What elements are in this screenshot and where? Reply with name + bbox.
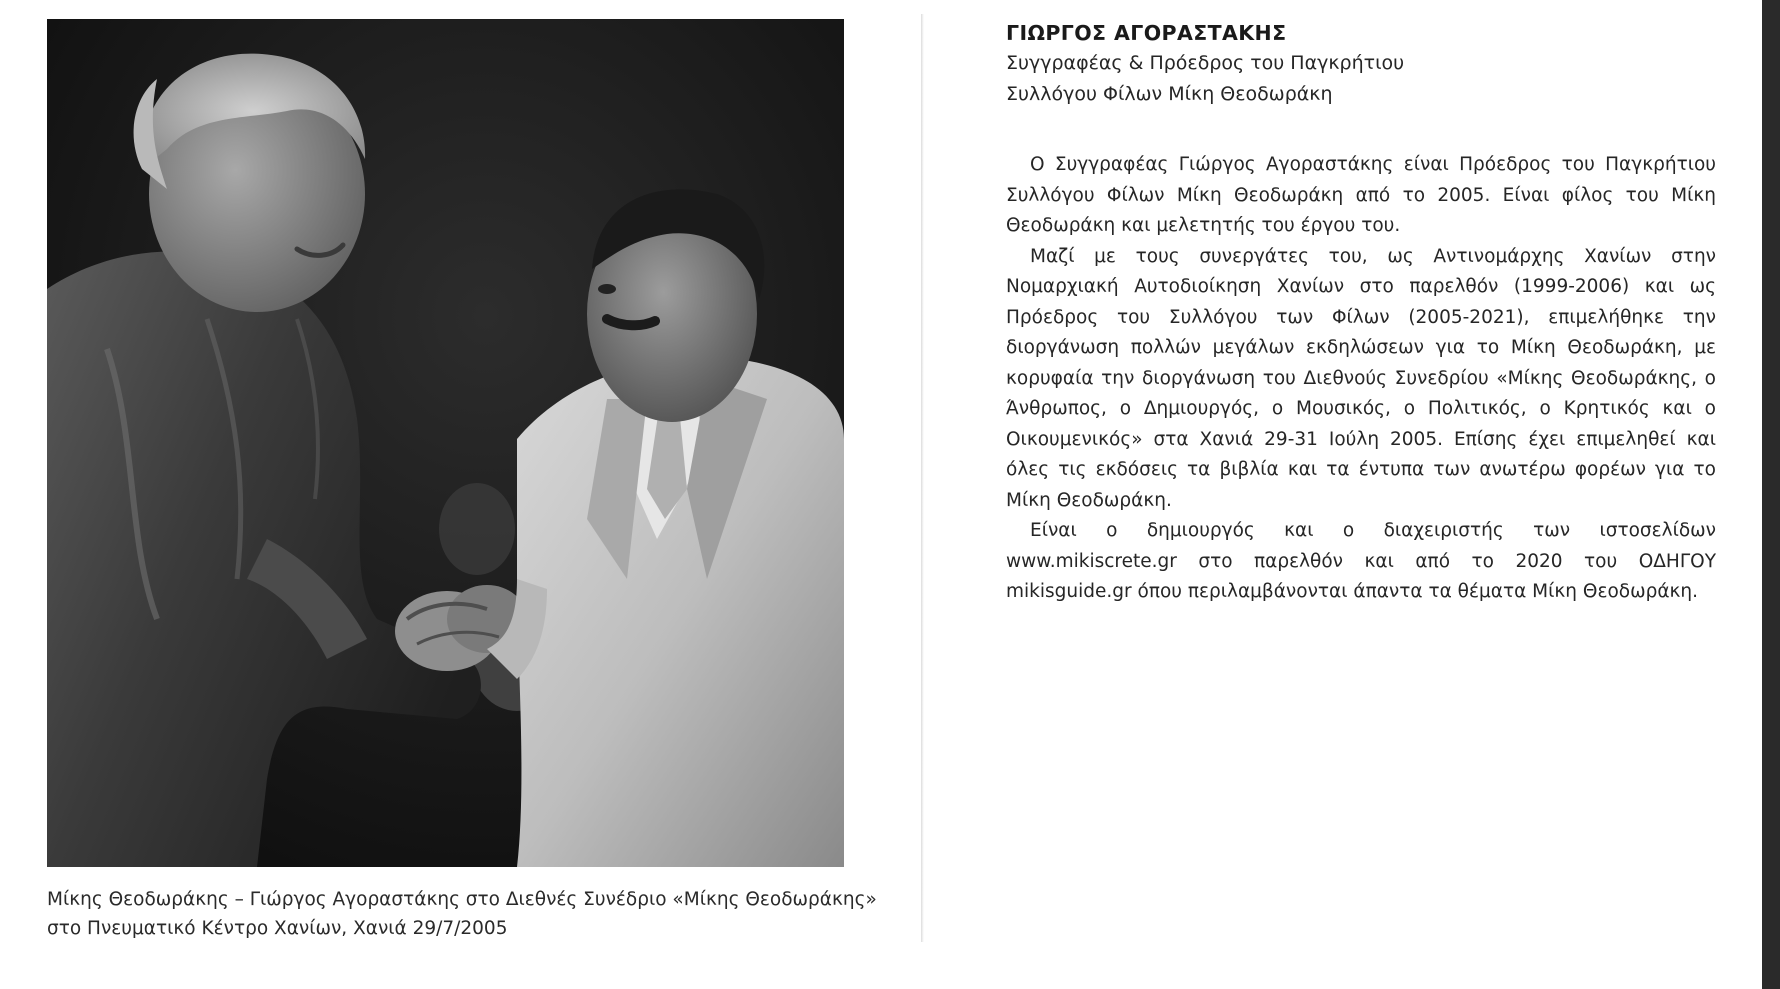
biography xyxy=(1006,150,1716,608)
right-page xyxy=(1006,18,1716,608)
page-gutter xyxy=(921,14,924,942)
bio-paragraph: Μαζί με τους συνεργάτες του, ως Αντινομάρχης Χανίων στην Νομαρχιακή Αυτοδιοίκηση Χανίων στο παρελθόν (1999-2006) και ως Πρόεδρος του Συλλόγου των Φίλων (2005-2021), επιμελήθηκε την διοργάνωση πολλών μεγάλων εκδηλώσεων για το Μίκη Θεοδωράκη, με κορυφαία την διοργάνωση του Διεθνούς Συνεδρίου «Μίκης Θεοδωράκης, ο Άνθρωπος, ο Δημιουργός, ο Μουσικός, ο Πολιτικός, ο Κρητικός και ο Οικουμενικός» στα Χανιά 29-31 Ιούλη 2005. Επίσης έχει επιμεληθεί και όλες τις εκδόσεις τα βιβλία και τα έντυπα των ανωτέρω φορέων για το Μίκη Θεοδωράκη. xyxy=(1006,245,1716,511)
scan-edge xyxy=(1762,0,1780,989)
author-role-line: Συγγραφέας & Πρόεδρος του Παγκρήτιου xyxy=(1006,52,1405,74)
handshake-photo xyxy=(47,19,844,867)
bio-paragraph: Ο Συγγραφέας Γιώργος Αγοραστάκης είναι Πρόεδρος του Παγκρήτιου Συλλόγου Φίλων Μίκη Θεοδωράκη από το 2005. Είναι φίλος του Μίκη Θεοδωράκη και μελετητής του έργου του. xyxy=(1006,154,1716,236)
author-role-line: Συλλόγου Φίλων Μίκη Θεοδωράκη xyxy=(1006,83,1333,105)
bio-paragraph: Είναι ο δημιουργός και ο διαχειριστής των ιστοσελίδων www.mikiscrete.gr στο παρελθόν και από το 2020 του ΟΔΗΓΟΥ mikisguide.gr όπου περιλαμβάνονται άπαντα τα θέματα Μίκη Θεοδωράκη. xyxy=(1006,520,1716,602)
photo-caption xyxy=(47,885,907,943)
caption-line: Μίκης Θεοδωράκης – Γιώργος Αγοραστάκης στο Διεθνές Συνέδριο «Μίκης Θεοδωράκης» xyxy=(47,889,877,910)
author-name: ΓΙΩΡΓΟΣ ΑΓΟΡΑΣΤΑΚΗΣ xyxy=(1006,21,1287,45)
caption-line: στο Πνευματικό Κέντρο Χανίων, Χανιά 29/7/2005 xyxy=(47,918,508,939)
